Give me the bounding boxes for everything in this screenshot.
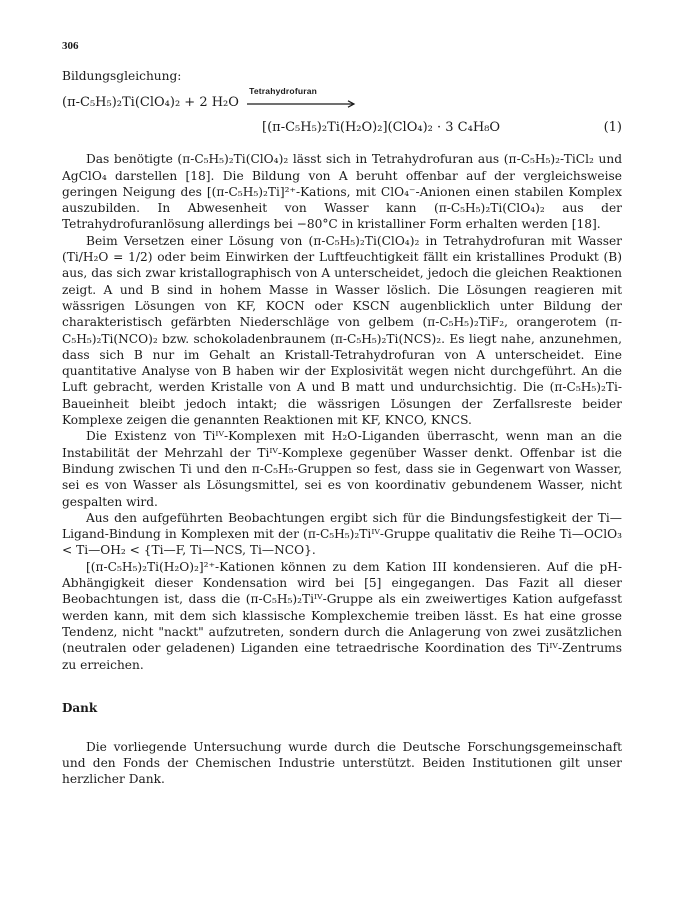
page-number: 306 xyxy=(62,40,79,52)
equation-lhs: (π-C₅H₅)₂Ti(ClO₄)₂ + 2 H₂O xyxy=(62,95,239,111)
equation-heading: Bildungsgleichung: xyxy=(62,69,182,83)
page-body xyxy=(62,40,622,788)
paragraph: Die Existenz von Tiᴵⱽ-Komplexen mit H₂O-Liganden überrascht, wenn man an die Instabilität der Mehrzahl der Tiᴵⱽ-Komplexe gegenüber Wasser denkt. Offenbar ist die Bindung zwischen Ti und den π-C₅H₅-Gruppen so fest, dass sie in Gegenwart von Wasser, sei es von Wasser als Lösungsmittel, sei es von koordinativ gebundenem Wasser, nicht gespalten wird. xyxy=(62,429,622,509)
paragraph: [(π-C₅H₅)₂Ti(H₂O)₂]²⁺-Kationen können zu dem Kation III kondensieren. Auf die pH-Abhängigkeit dieser Kondensation wird bei [5] eingegangen. Das Fazit all dieser Beobachtungen ist, dass die (π-C₅H₅)₂Tiᴵⱽ-Gruppe als ein zweiwertiges Kation aufgefasst werden kann, mit dem sich klassische Komplexchemie treiben lässt. Es hat eine grosse Tendenz, nicht "nackt" aufzutreten, sondern durch die Anlagerung von zwei zusätzlichen (neutralen oder geladenen) Liganden eine tetraedrische Koordination des Tiᴵⱽ-Zentrums zu erreichen. xyxy=(62,559,622,672)
equation-number: (1) xyxy=(603,120,622,136)
acknowledgement-text: Die vorliegende Untersuchung wurde durch die Deutsche Forschungsgemeinschaft und den Fonds der Chemischen Industrie unterstützt. Beiden Institutionen gilt unser herzlicher Dank. xyxy=(62,739,622,787)
equation-lhs-line xyxy=(62,86,622,111)
equation-rhs-line xyxy=(62,120,622,135)
reaction-arrow xyxy=(247,86,359,110)
acknowledgement-heading: Dank xyxy=(62,700,98,715)
arrow-label: Tetrahydrofuran xyxy=(249,86,318,97)
arrow-icon xyxy=(247,100,359,108)
paragraph: Aus den aufgeführten Beobachtungen ergibt sich für die Bindungsfestigkeit der Ti—Ligand-Bindung in Komplexen mit der (π-C₅H₅)₂Tiᴵⱽ-Gruppe qualitativ die Reihe Ti—OClO₃ < Ti—OH₂ < {Ti—F, Ti—NCS, Ti—NCO}. xyxy=(62,510,622,558)
equation-rhs: [(π-C₅H₅)₂Ti(H₂O)₂](ClO₄)₂ · 3 C₄H₈O xyxy=(262,120,501,136)
paragraph: Beim Versetzen einer Lösung von (π-C₅H₅)₂Ti(ClO₄)₂ in Tetrahydrofuran mit Wasser (Ti/H₂O = 1/2) oder beim Einwirken der Luftfeuchtigkeit fällt ein kristallines Produkt (B) aus, das sich zwar kristallographisch von A unterscheidet, jedoch die gleichen Reaktionen zeigt. A und B sind in hohem Masse in Wasser löslich. Die Lösungen reagieren mit wässrigen Lösungen von KF, KOCN oder KSCN augenblicklich unter Bildung der charakteristisch gefärbten Niederschläge von gelbem (π-C₅H₅)₂TiF₂, orangerotem (π-C₅H₅)₂Ti(NCO)₂ bzw. schokoladenbraunem (π-C₅H₅)₂Ti(NCS)₂. Es liegt nahe, anzunehmen, dass sich B nur im Gehalt an Kristall-Tetrahydrofuran von A unterscheidet. Eine quantitative Analyse von B haben wir der Explosivität wegen nicht durchgeführt. An die Luft gebracht, werden Kristalle von A und B matt und undurchsichtig. Die (π-C₅H₅)₂Ti-Baueinheit bleibt jedoch intakt; die wässrigen Lösungen der Zerfallsreste beider Komplexe zeigen die genannten Reaktionen mit KF, KNCO, KNCS. xyxy=(62,233,622,428)
paragraph: Das benötigte (π-C₅H₅)₂Ti(ClO₄)₂ lässt sich in Tetrahydrofuran aus (π-C₅H₅)₂-TiCl₂ und AgClO₄ darstellen [18]. Die Bildung von A beruht offenbar auf der vergleichsweise geringen Neigung des [(π-C₅H₅)₂Ti]²⁺-Kations, mit ClO₄⁻-Anionen einen stabilen Komplex auszubilden. In Abwesenheit von Wasser kann (π-C₅H₅)₂Ti(ClO₄)₂ aus der Tetrahydrofuranlösung allerdings bei −80°C in kristalliner Form erhalten werden [18]. xyxy=(62,152,622,232)
